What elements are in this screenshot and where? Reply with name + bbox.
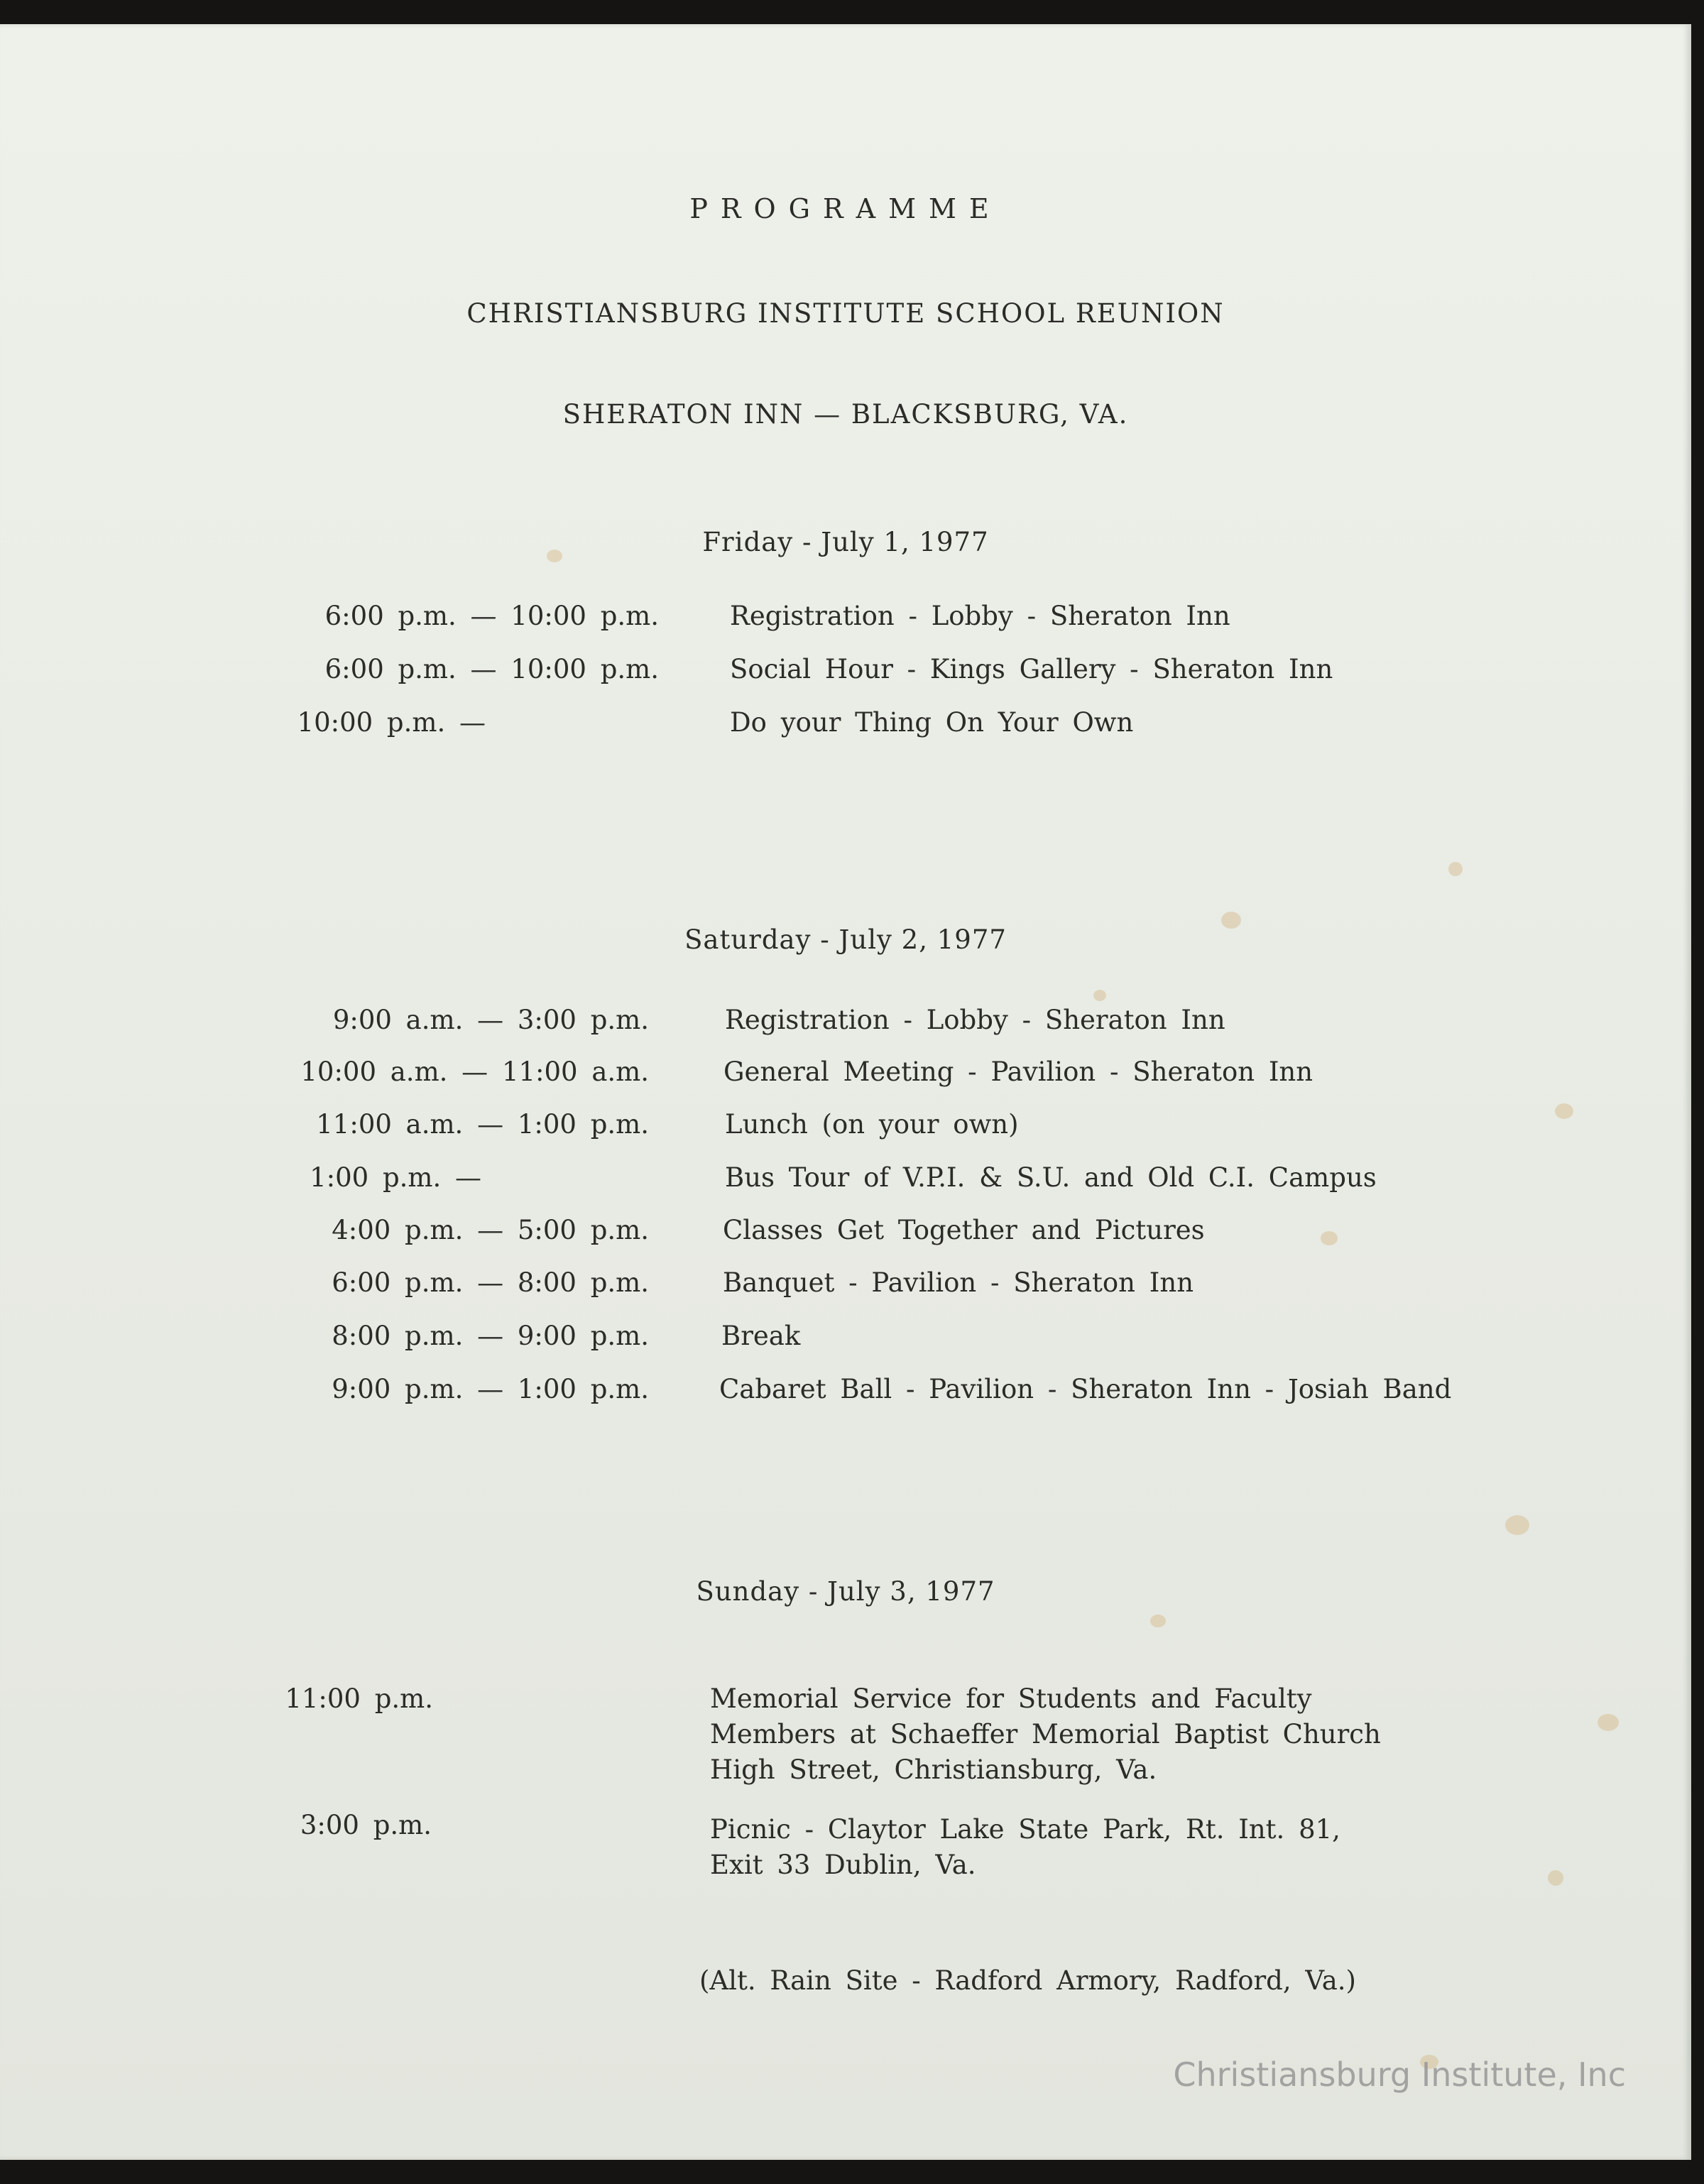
programme-heading: PROGRAMME <box>689 193 1002 224</box>
stain-spot <box>1448 862 1463 876</box>
schedule-time: 9:00 a.m. — 3:00 p.m. <box>332 1005 649 1035</box>
stain-spot <box>1321 1231 1338 1245</box>
schedule-event: Cabaret Ball - Pavilion - Sheraton Inn - Josiah Band <box>719 1374 1452 1404</box>
schedule-event-line: Memorial Service for Students and Faculty <box>710 1683 1312 1714</box>
day-heading-friday: Friday - July 1, 1977 <box>702 527 989 557</box>
schedule-time: 9:00 p.m. — 1:00 p.m. <box>332 1374 649 1404</box>
schedule-event: Social Hour - Kings Gallery - Sheraton Inn <box>730 654 1333 684</box>
event-title: CHRISTIANSBURG INSTITUTE SCHOOL REUNION <box>466 298 1225 329</box>
schedule-time: 10:00 a.m. — 11:00 a.m. <box>300 1056 649 1087</box>
schedule-event: Registration - Lobby - Sheraton Inn <box>725 1005 1225 1035</box>
schedule-event: Break <box>721 1321 801 1351</box>
schedule-time: 11:00 p.m. <box>285 1683 433 1714</box>
schedule-event-line: Members at Schaeffer Memorial Baptist Church <box>710 1719 1381 1749</box>
stain-spot <box>1093 990 1106 1001</box>
stain-spot <box>1150 1615 1166 1627</box>
schedule-time: 1:00 p.m. — <box>310 1162 481 1193</box>
rain-site-note: (Alt. Rain Site - Radford Armory, Radford, Va.) <box>699 1965 1356 1996</box>
venue-line: SHERATON INN — BLACKSBURG, VA. <box>562 399 1129 430</box>
stain-spot <box>1505 1515 1529 1535</box>
schedule-time: 10:00 p.m. — <box>297 707 486 738</box>
schedule-event: Classes Get Together and Pictures <box>723 1215 1205 1245</box>
schedule-event-line: Picnic - Claytor Lake State Park, Rt. Int. 81, <box>710 1814 1340 1845</box>
stain-spot <box>1598 1714 1619 1731</box>
stain-spot <box>1548 1870 1563 1886</box>
schedule-event-line: High Street, Christiansburg, Va. <box>710 1754 1157 1785</box>
schedule-time: 11:00 a.m. — 1:00 p.m. <box>316 1109 649 1140</box>
watermark: Christiansburg Institute, Inc <box>1173 2055 1626 2094</box>
schedule-time: 6:00 p.m. — 10:00 p.m. <box>324 601 659 631</box>
day-heading-sunday: Sunday - July 3, 1977 <box>696 1576 995 1607</box>
schedule-time: 6:00 p.m. — 10:00 p.m. <box>324 654 659 684</box>
schedule-event: Lunch (on your own) <box>725 1109 1019 1140</box>
schedule-event: Do your Thing On Your Own <box>730 707 1134 738</box>
schedule-event: Banquet - Pavilion - Sheraton Inn <box>723 1267 1194 1298</box>
schedule-event: General Meeting - Pavilion - Sheraton Inn <box>723 1056 1314 1087</box>
schedule-event: Bus Tour of V.P.I. & S.U. and Old C.I. Campus <box>725 1162 1377 1193</box>
stain-spot <box>1555 1103 1573 1119</box>
schedule-time: 8:00 p.m. — 9:00 p.m. <box>332 1321 649 1351</box>
schedule-time: 4:00 p.m. — 5:00 p.m. <box>332 1215 649 1245</box>
schedule-time: 3:00 p.m. <box>300 1810 432 1840</box>
schedule-time: 6:00 p.m. — 8:00 p.m. <box>332 1267 649 1298</box>
schedule-event-line: Exit 33 Dublin, Va. <box>710 1850 976 1880</box>
schedule-event: Registration - Lobby - Sheraton Inn <box>730 601 1230 631</box>
day-heading-saturday: Saturday - July 2, 1977 <box>684 924 1007 955</box>
